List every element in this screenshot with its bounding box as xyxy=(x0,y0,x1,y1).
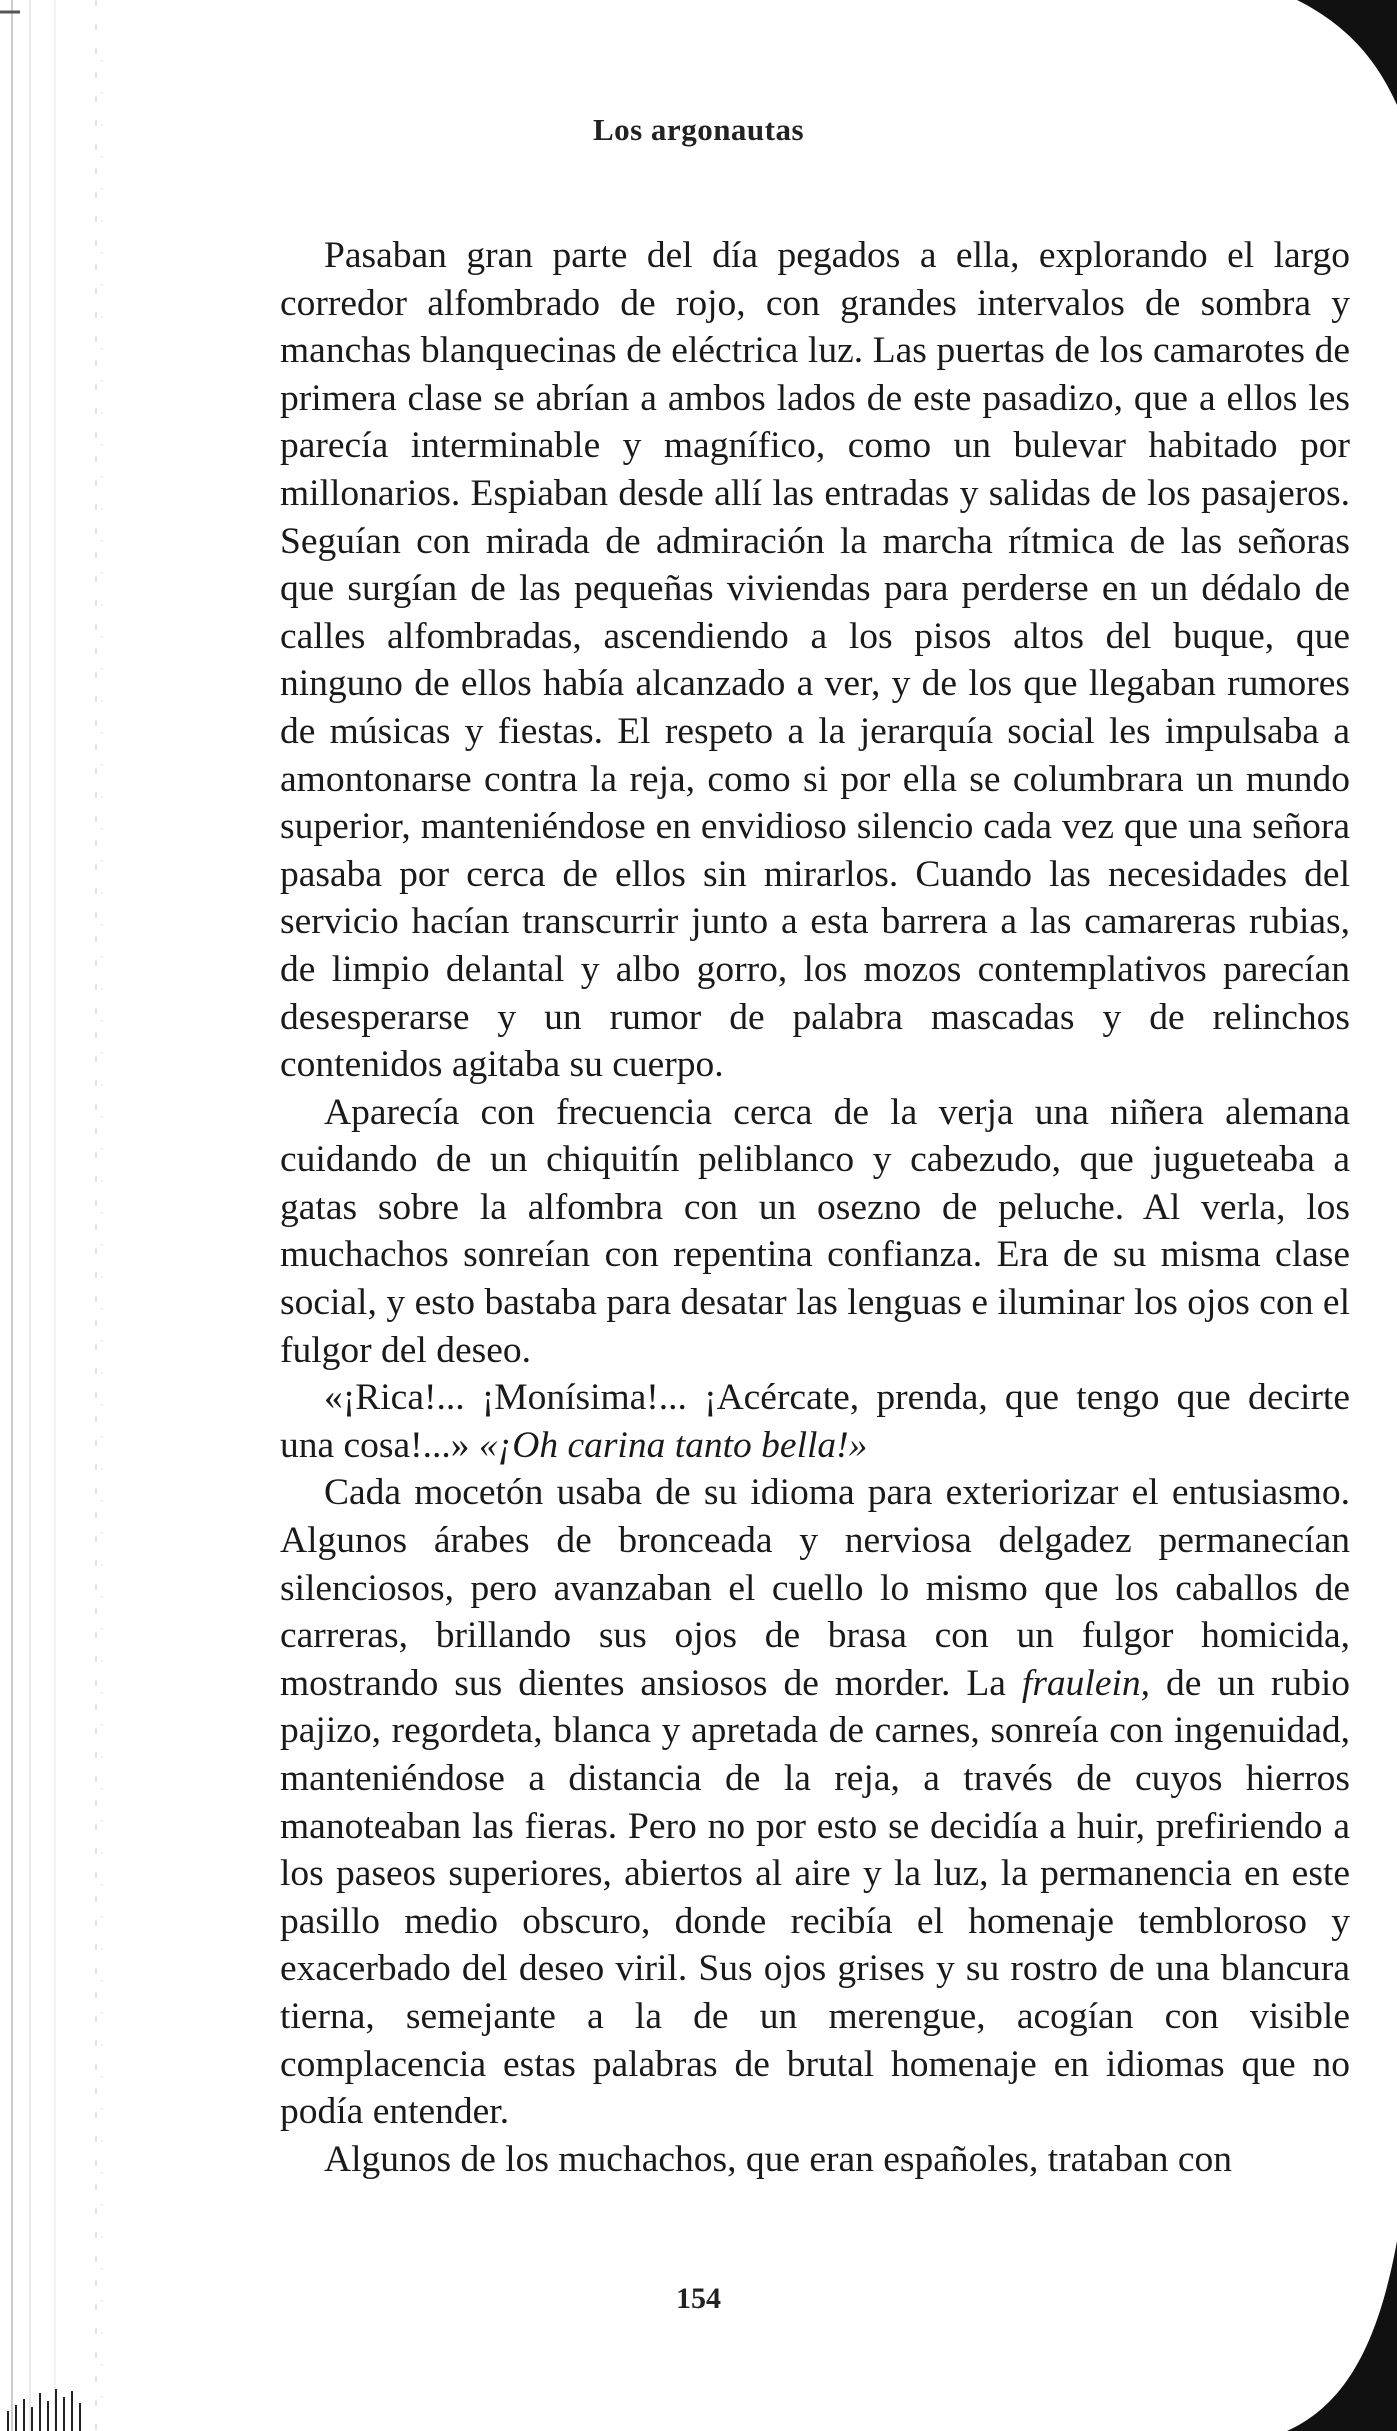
paragraph-2: Aparecía con frecuencia cerca de la verja una niñera alemana cuidando de un chiquitín peliblanco y cabezudo, que jugueteaba a gatas sobre la alfombra con un osezno de peluche. Al verla, los muchachos sonreían con repentina confianza. Era de su misma clase social, y esto bastaba para desatar las lenguas e iluminar los ojos con el fulgor del deseo. xyxy=(280,1091,1350,1371)
fraulein-italic: fraulein, xyxy=(1021,1662,1151,1704)
page-number: 154 xyxy=(676,2282,721,2315)
scan-edge-left xyxy=(0,0,140,2431)
quote-italic: «¡Oh carina tanto bella!» xyxy=(478,1424,868,1466)
scan-corner-top-right xyxy=(1257,0,1397,110)
running-head: Los argonautas xyxy=(592,112,805,147)
paragraph-1: Pasaban gran parte del día pegados a ella, explorando el largo corredor alfombrado de rojo, con grandes intervalos de sombra y manchas blanquecinas de eléctrica luz. Las puertas de los camarotes de primera clase se abrían a ambos lados de este pasadizo, que a ellos les parecía interminable y magnífico, como un bulevar habitado por millonarios. Espiaban desde allí las entradas y salidas de los pasajeros. Seguían con mirada de admiración la marcha rítmica de las señoras que surgían de las pequeñas viviendas para perderse en un dédalo de calles alfombradas, ascendiendo a los pisos altos del buque, que ninguno de ellos había alcanzado a ver, y de los que llegaban rumores de músicas y fiestas. El respeto a la jerarquía social les impulsaba a amontonarse contra la reja, como si por ella se columbrara un mundo superior, manteniéndose en envidioso silencio cada vez que una señora pasaba por cerca de ellos sin mirarlos. Cuando las necesidades del servicio hacían transcurrir junto a esta barrera a las camareras rubias, de limpio delantal y albo gorro, los mozos contemplativos parecían desesperarse y un rumor de palabra mascadas y de relinchos contenidos agitaba su cuerpo. xyxy=(280,235,1350,1086)
paragraph-4-start: Algunos de los muchachos, que eran españoles, trataban con xyxy=(324,2138,1233,2180)
scan-corner-bottom-right xyxy=(1247,2241,1397,2431)
quote-paragraph xyxy=(280,1374,1350,1469)
paragraph-3-part-1: Cada mocetón usaba de su idioma para exteriorizar el entusiasmo. Algunos árabes de bronceada y nerviosa delgadez permanecían silenciosos, pero avanzaban el cuello lo mismo que los caballos de carreras, brillando sus ojos de brasa con un fulgor homicida, mostrando sus dientes ansiosos de morder. La xyxy=(280,1472,1350,1704)
paragraph-3 xyxy=(280,1469,1350,2135)
body-text xyxy=(280,232,1350,2183)
scan-mark-bottom-left xyxy=(0,2371,110,2431)
paragraph-3-part-2: de un rubio pajizo, regordeta, blanca y apretada de carnes, sonreía con ingenuidad, manteniéndose a distancia de la reja, a través de cuyos hierros manoteaban las fieras. Pero no por esto se decidía a huir, prefiriendo a los paseos superiores, abiertos al aire y la luz, la permanencia en este pasillo medio obscuro, donde recibía el homenaje tembloroso y exacerbado del deseo viril. Sus ojos grises y su rostro de una blancura tierna, semejante a la de un merengue, acogían con visible complacencia estas palabras de brutal homenaje en idiomas que no podía entender. xyxy=(280,1662,1350,2133)
quote-text: «¡Rica!... ¡Monísima!... ¡Acércate, prenda, que tengo que decirte una cosa!...» xyxy=(280,1377,1350,1466)
